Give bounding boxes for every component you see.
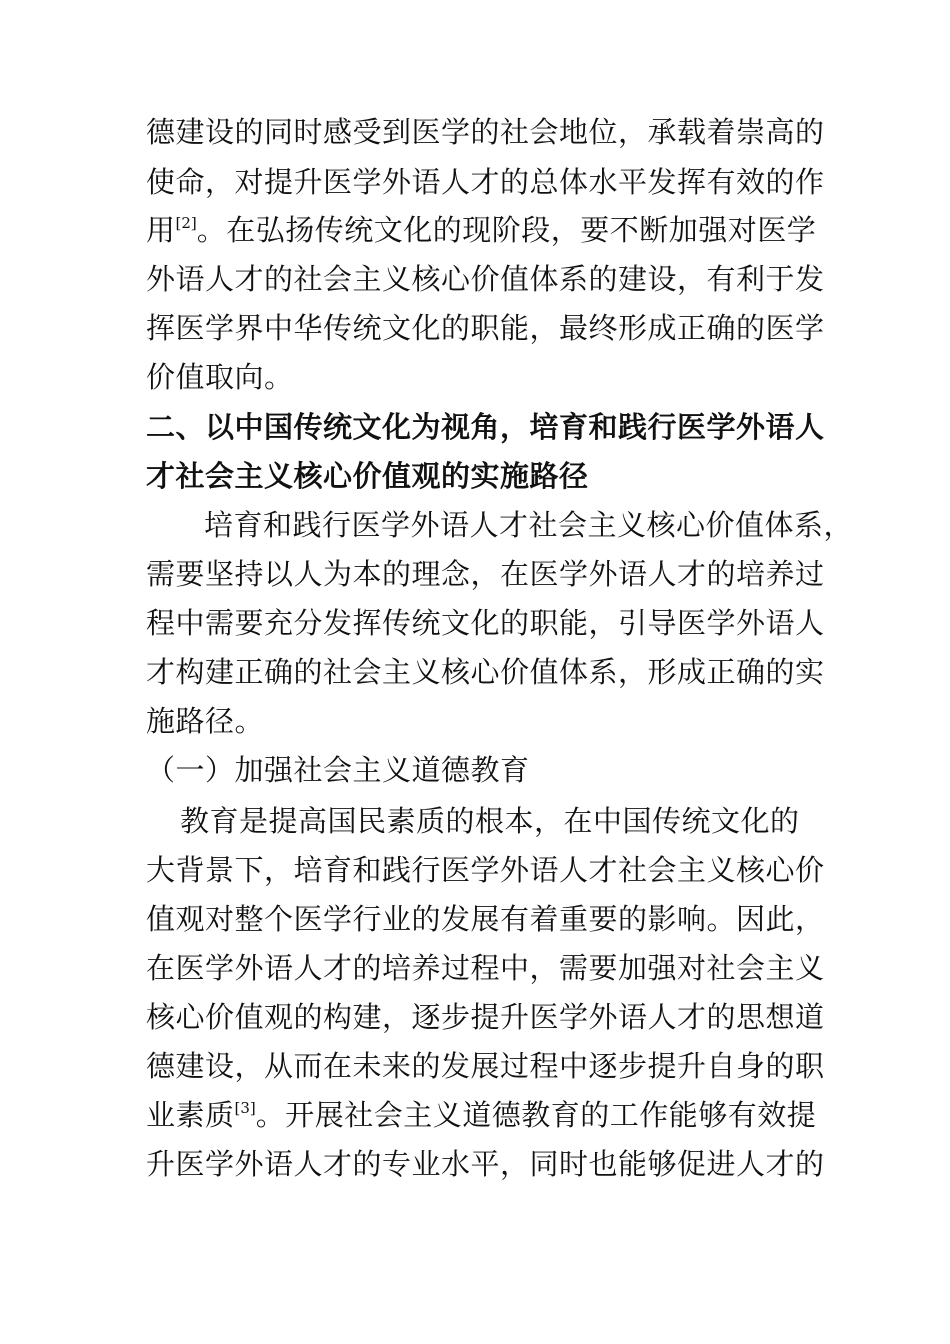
para2-line3: 程中需要充分发挥传统文化的职能，引导医学外语人 [146, 606, 825, 640]
para2-line5: 施路径。 [146, 704, 265, 738]
para2-line4: 才构建正确的社会主义核心价值体系，形成正确的实 [146, 655, 825, 689]
para1-line3 [146, 206, 816, 254]
para3-line5: 核心价值观的构建，逐步提升医学外语人才的思想道 [146, 1000, 825, 1034]
para3-line8: 升医学外语人才的专业水平，同时也能够促进人才的 [146, 1147, 825, 1181]
para2-line1: 培育和践行医学外语人才社会主义核心价值体系， [204, 508, 854, 542]
citation-ref-3: [3] [234, 1099, 256, 1117]
para1-line6: 价值取向。 [146, 360, 294, 394]
subheading-1: （一）加强社会主义道德教育 [146, 753, 530, 787]
para3-line1: 教育是提高国民素质的根本，在中国传统文化的 [180, 804, 800, 838]
para1-line3-text-b: 。在弘扬传统文化的现阶段，要不断加强对医学 [196, 213, 817, 247]
para1-line2: 使命，对提升医学外语人才的总体水平发挥有效的作 [146, 165, 825, 199]
para3-line7-text-a: 业素质 [146, 1098, 235, 1132]
para3-line3: 值观对整个医学行业的发展有着重要的影响。因此， [146, 902, 825, 936]
para3-line7 [146, 1091, 816, 1139]
citation-ref-2: [2] [175, 214, 197, 232]
para1-line4: 外语人才的社会主义核心价值体系的建设，有利于发 [146, 262, 825, 296]
para1-line5: 挥医学界中华传统文化的职能，最终形成正确的医学 [146, 311, 825, 345]
para1-line3-text-a: 用 [146, 213, 176, 247]
para3-line6: 德建设，从而在未来的发展过程中逐步提升自身的职 [146, 1049, 825, 1083]
section-heading-line2: 才社会主义核心价值观的实施路径 [146, 459, 589, 493]
para1-line1: 德建设的同时感受到医学的社会地位，承载着崇高的 [146, 115, 825, 149]
para3-line2: 大背景下，培育和践行医学外语人才社会主义核心价 [146, 853, 825, 887]
para3-line4: 在医学外语人才的培养过程中，需要加强对社会主义 [146, 951, 825, 985]
para2-line2: 需要坚持以人为本的理念，在医学外语人才的培养过 [146, 557, 825, 591]
section-heading-line1: 二、以中国传统文化为视角，培育和践行医学外语人 [146, 410, 825, 444]
para3-line7-text-b: 。开展社会主义道德教育的工作能够有效提 [255, 1098, 817, 1132]
